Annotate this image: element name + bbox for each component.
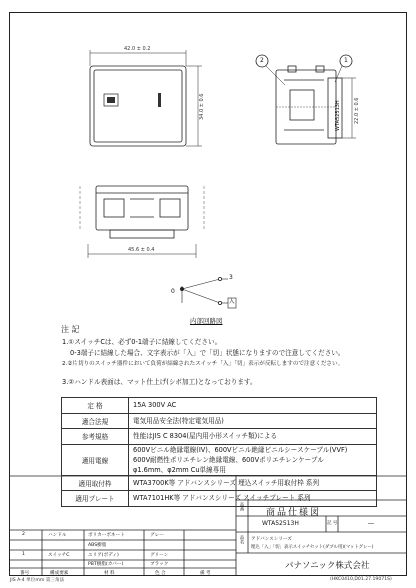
part-color: グレー (150, 533, 164, 538)
spec-key: 適用取付枠 (62, 475, 129, 491)
part-no: 2 (22, 532, 25, 537)
spec-value-line: 600Vビニル絶縁電線(IV)、600Vビニル絶縁ビニルシースケーブル(VVF) (133, 445, 348, 454)
spec-row (62, 475, 377, 491)
note-item: 1.①スイッチCは、必ず0-1端子に結線してください。 (62, 338, 222, 346)
hinmei-label: 品名 (239, 535, 244, 544)
kigo-value: ― (368, 520, 374, 527)
header-material: 材 料 (104, 571, 115, 576)
notes-title: 注 記 (61, 325, 80, 334)
doc-title: 商品仕様図 (266, 508, 322, 518)
header-remark: 備 考 (200, 571, 211, 576)
callout-2-label: 2 (260, 57, 264, 64)
footer-right: (HKC0410,D01.27.19071S) (330, 577, 392, 582)
hinban-label: 品番 (239, 502, 244, 511)
side-model-label: WTA52513H (335, 100, 341, 131)
dim-height: 34.0 ± 0.6 (199, 93, 205, 120)
hinmei-line-2: 埋込「入」「切」表示スイッチセット(ダブル用)(マットグレー) (251, 545, 374, 550)
spec-value-line: WTA3700K等 アドバンスシリーズ 埋込スイッチ用取付枠 系列 (133, 478, 320, 487)
hinban-value: WTA52513H (262, 520, 299, 527)
dim-side-height: 22.0 ± 0.6 (354, 97, 360, 124)
spec-value (129, 413, 377, 429)
spec-value-line: 電気用品安全法(特定電気用品) (133, 416, 224, 425)
part-name: スイッチC (48, 553, 70, 558)
spec-value (129, 429, 377, 445)
dim-top-width: 42.0 ± 0.2 (124, 46, 151, 52)
spec-row (62, 413, 377, 429)
part-material: ユリア(ボディ) (88, 553, 119, 558)
note-item: 3.②ハンドル表面は、マット仕上げ(シボ加工)となっております。 (62, 378, 257, 386)
part-name: ハンドル (48, 533, 67, 538)
kigo-label: 記 号 (327, 521, 338, 526)
spec-row (62, 429, 377, 445)
part-color: グリーン (150, 553, 169, 558)
header-no: 番号 (20, 571, 30, 576)
part-material: ポリカーボネート (88, 533, 125, 538)
spec-key: 定 格 (62, 398, 129, 414)
spec-value-line: 600V耐燃性ポリエチレン絶縁電線、600Vポリエチレンケーブル (133, 455, 324, 464)
spec-key: 適合法規 (62, 413, 129, 429)
spec-value-line: WTA7101HK等 アドバンスシリーズ スイッチプレート 系列 (133, 494, 311, 503)
terminal-0-label: 0 (171, 288, 175, 295)
handle-mark (158, 93, 161, 107)
spec-value (129, 398, 377, 414)
spec-row (62, 444, 377, 475)
spec-value-line: φ1.6mm、φ2mm Cu単線専用 (133, 465, 226, 474)
spec-key: 参考規格 (62, 429, 129, 445)
part-no: 1 (22, 552, 25, 557)
header-color: 色 合 (155, 571, 166, 576)
terminal-3-label: 3 (229, 274, 233, 281)
part-material: PBT樹脂(カバー) (88, 562, 124, 567)
spec-value-line: 性能はJIS C 8304(屋内用小形スイッチ類)による (133, 432, 278, 441)
spec-value (129, 491, 377, 507)
spec-row (62, 491, 377, 507)
spec-value (129, 444, 377, 475)
callout-1-label: 1 (344, 57, 348, 64)
spec-table (61, 397, 377, 507)
header-name: 構成要素 (50, 571, 69, 576)
spec-row (62, 398, 377, 414)
note-item: 0-3端子に結線した場合、文字表示が「入」で「切」状態になりますので注意してください。 (70, 349, 345, 357)
dim-bottom-width: 45.6 ± 0.4 (128, 247, 155, 253)
spec-value-line: 15A 300V AC (133, 401, 177, 410)
company-name: パナソニック株式会社 (285, 561, 370, 571)
spec-value (129, 475, 377, 491)
part-material: ABS樹脂 (88, 543, 107, 548)
spec-key: 適用プレート (62, 491, 129, 507)
note-item: 2.②片切りのスイッチ器件において負荷が結線されたスイッチ「入」「切」表示が反転しますので注意ください。 (62, 361, 344, 367)
circuit-caption: 内部回路図 (190, 317, 223, 325)
spec-key: 適用電線 (62, 444, 129, 475)
terminal-iri-label: 入 (229, 299, 235, 305)
footer-left: JIS A-4 単位mm 第三角法 (10, 578, 65, 583)
hinmei-line-1: アドバンスシリーズ (251, 537, 292, 542)
part-color: ブラック (150, 562, 169, 567)
